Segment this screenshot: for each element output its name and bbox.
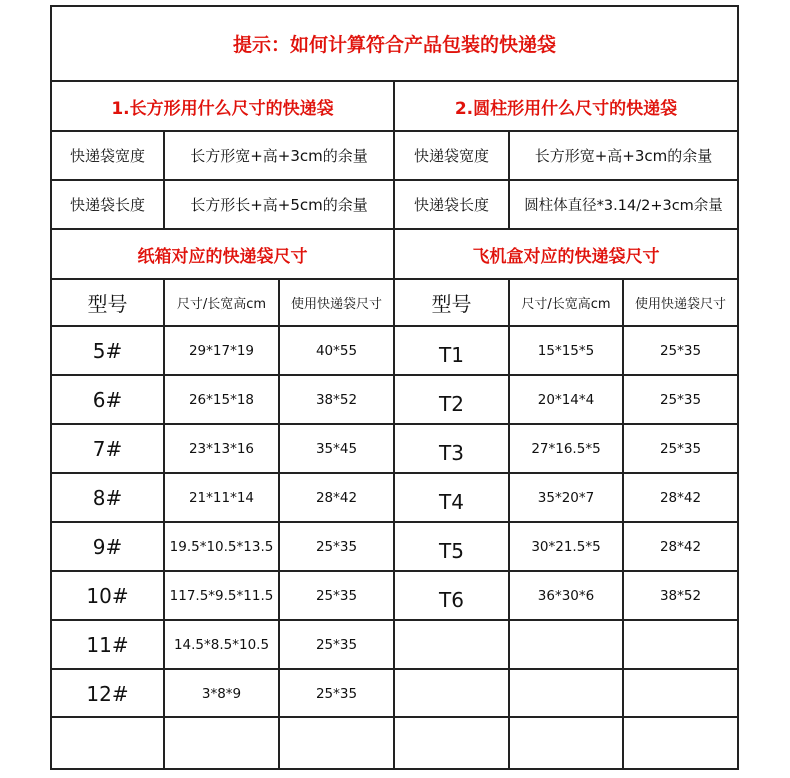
- airbox-header-dimensions: 尺寸/长宽高cm: [521, 297, 611, 312]
- carton-row-bag-size: 25*35: [315, 685, 358, 702]
- airbox-row-model: T4: [439, 489, 464, 514]
- airbox-row-bag-size: 28*42: [659, 489, 702, 506]
- guide-title: 提示：如何计算符合产品包装的快递袋: [232, 34, 556, 56]
- airbox-row-model: T3: [439, 440, 464, 465]
- airbox-row-dimensions: 35*20*7: [537, 489, 595, 506]
- carton-row-model: 5#: [92, 338, 123, 363]
- grid-line-vertical: [163, 130, 165, 228]
- cyl-length-label: 快递袋长度: [413, 196, 489, 214]
- carton-row-bag-size: 25*35: [315, 587, 358, 604]
- carton-row-model: 11#: [86, 632, 129, 657]
- carton-row-dimensions: 29*17*19: [188, 342, 255, 359]
- carton-row-bag-size: 25*35: [315, 636, 358, 653]
- carton-row-bag-size: 28*42: [315, 489, 358, 506]
- airbox-heading: 飞机盒对应的快递袋尺寸: [472, 246, 660, 267]
- grid-line-vertical: [393, 80, 395, 770]
- airbox-row-dimensions: 36*30*6: [537, 587, 595, 604]
- carton-row-bag-size: 25*35: [315, 538, 358, 555]
- airbox-row-bag-size: 25*35: [659, 342, 702, 359]
- carton-row-dimensions: 23*13*16: [188, 440, 255, 457]
- carton-heading: 纸箱对应的快递袋尺寸: [137, 246, 308, 267]
- grid-line-vertical: [508, 278, 510, 770]
- airbox-header-bag-size: 使用快递袋尺寸: [634, 297, 726, 312]
- airbox-row-dimensions: 30*21.5*5: [531, 538, 601, 555]
- carton-row-bag-size: 35*45: [315, 440, 358, 457]
- airbox-row-dimensions: 15*15*5: [537, 342, 595, 359]
- grid-line-vertical: [278, 278, 280, 770]
- carton-row-model: 6#: [92, 387, 123, 412]
- grid-line-vertical: [508, 130, 510, 228]
- carton-row-model: 12#: [86, 681, 129, 706]
- grid-line-vertical: [163, 278, 165, 770]
- carton-row-bag-size: 40*55: [315, 342, 358, 359]
- carton-row-bag-size: 38*52: [315, 391, 358, 408]
- rect-length-value: 长方形长+高+5cm的余量: [190, 196, 368, 214]
- rect-section-heading: 1.长方形用什么尺寸的快递袋: [111, 98, 334, 119]
- carton-row-model: 7#: [92, 436, 123, 461]
- grid-line-vertical: [622, 278, 624, 770]
- airbox-header-model: 型号: [431, 292, 472, 316]
- carton-row-model: 8#: [92, 485, 123, 510]
- airbox-row-bag-size: 38*52: [659, 587, 702, 604]
- cyl-width-label: 快递袋宽度: [413, 147, 489, 165]
- carton-row-dimensions: 26*15*18: [188, 391, 255, 408]
- cyl-section-heading: 2.圆柱形用什么尺寸的快递袋: [454, 98, 678, 119]
- airbox-row-model: T1: [439, 342, 464, 367]
- carton-header-bag-size: 使用快递袋尺寸: [290, 297, 382, 312]
- carton-row-dimensions: 21*11*14: [188, 489, 255, 506]
- carton-row-model: 9#: [92, 534, 123, 559]
- carton-header-dimensions: 尺寸/长宽高cm: [176, 297, 267, 312]
- airbox-row-dimensions: 27*16.5*5: [531, 440, 601, 457]
- airbox-row-model: T5: [439, 538, 464, 563]
- airbox-row-bag-size: 28*42: [659, 538, 702, 555]
- carton-row-dimensions: 19.5*10.5*13.5: [169, 538, 274, 555]
- airbox-row-model: T6: [439, 587, 464, 612]
- cyl-width-value: 长方形宽+高+3cm的余量: [534, 147, 713, 165]
- carton-row-dimensions: 3*8*9: [201, 685, 242, 702]
- cyl-length-value: 圆柱体直径*3.14/2+3cm余量: [524, 198, 723, 214]
- carton-header-model: 型号: [87, 292, 128, 316]
- rect-width-value: 长方形宽+高+3cm的余量: [190, 147, 368, 165]
- carton-row-dimensions: 14.5*8.5*10.5: [173, 636, 270, 653]
- rect-width-label: 快递袋宽度: [69, 147, 145, 165]
- airbox-row-model: T2: [439, 391, 464, 416]
- airbox-row-bag-size: 25*35: [659, 440, 702, 457]
- rect-length-label: 快递袋长度: [69, 196, 145, 214]
- carton-row-dimensions: 117.5*9.5*11.5: [169, 587, 274, 604]
- airbox-row-bag-size: 25*35: [659, 391, 702, 408]
- carton-row-model: 10#: [86, 583, 129, 608]
- airbox-row-dimensions: 20*14*4: [537, 391, 595, 408]
